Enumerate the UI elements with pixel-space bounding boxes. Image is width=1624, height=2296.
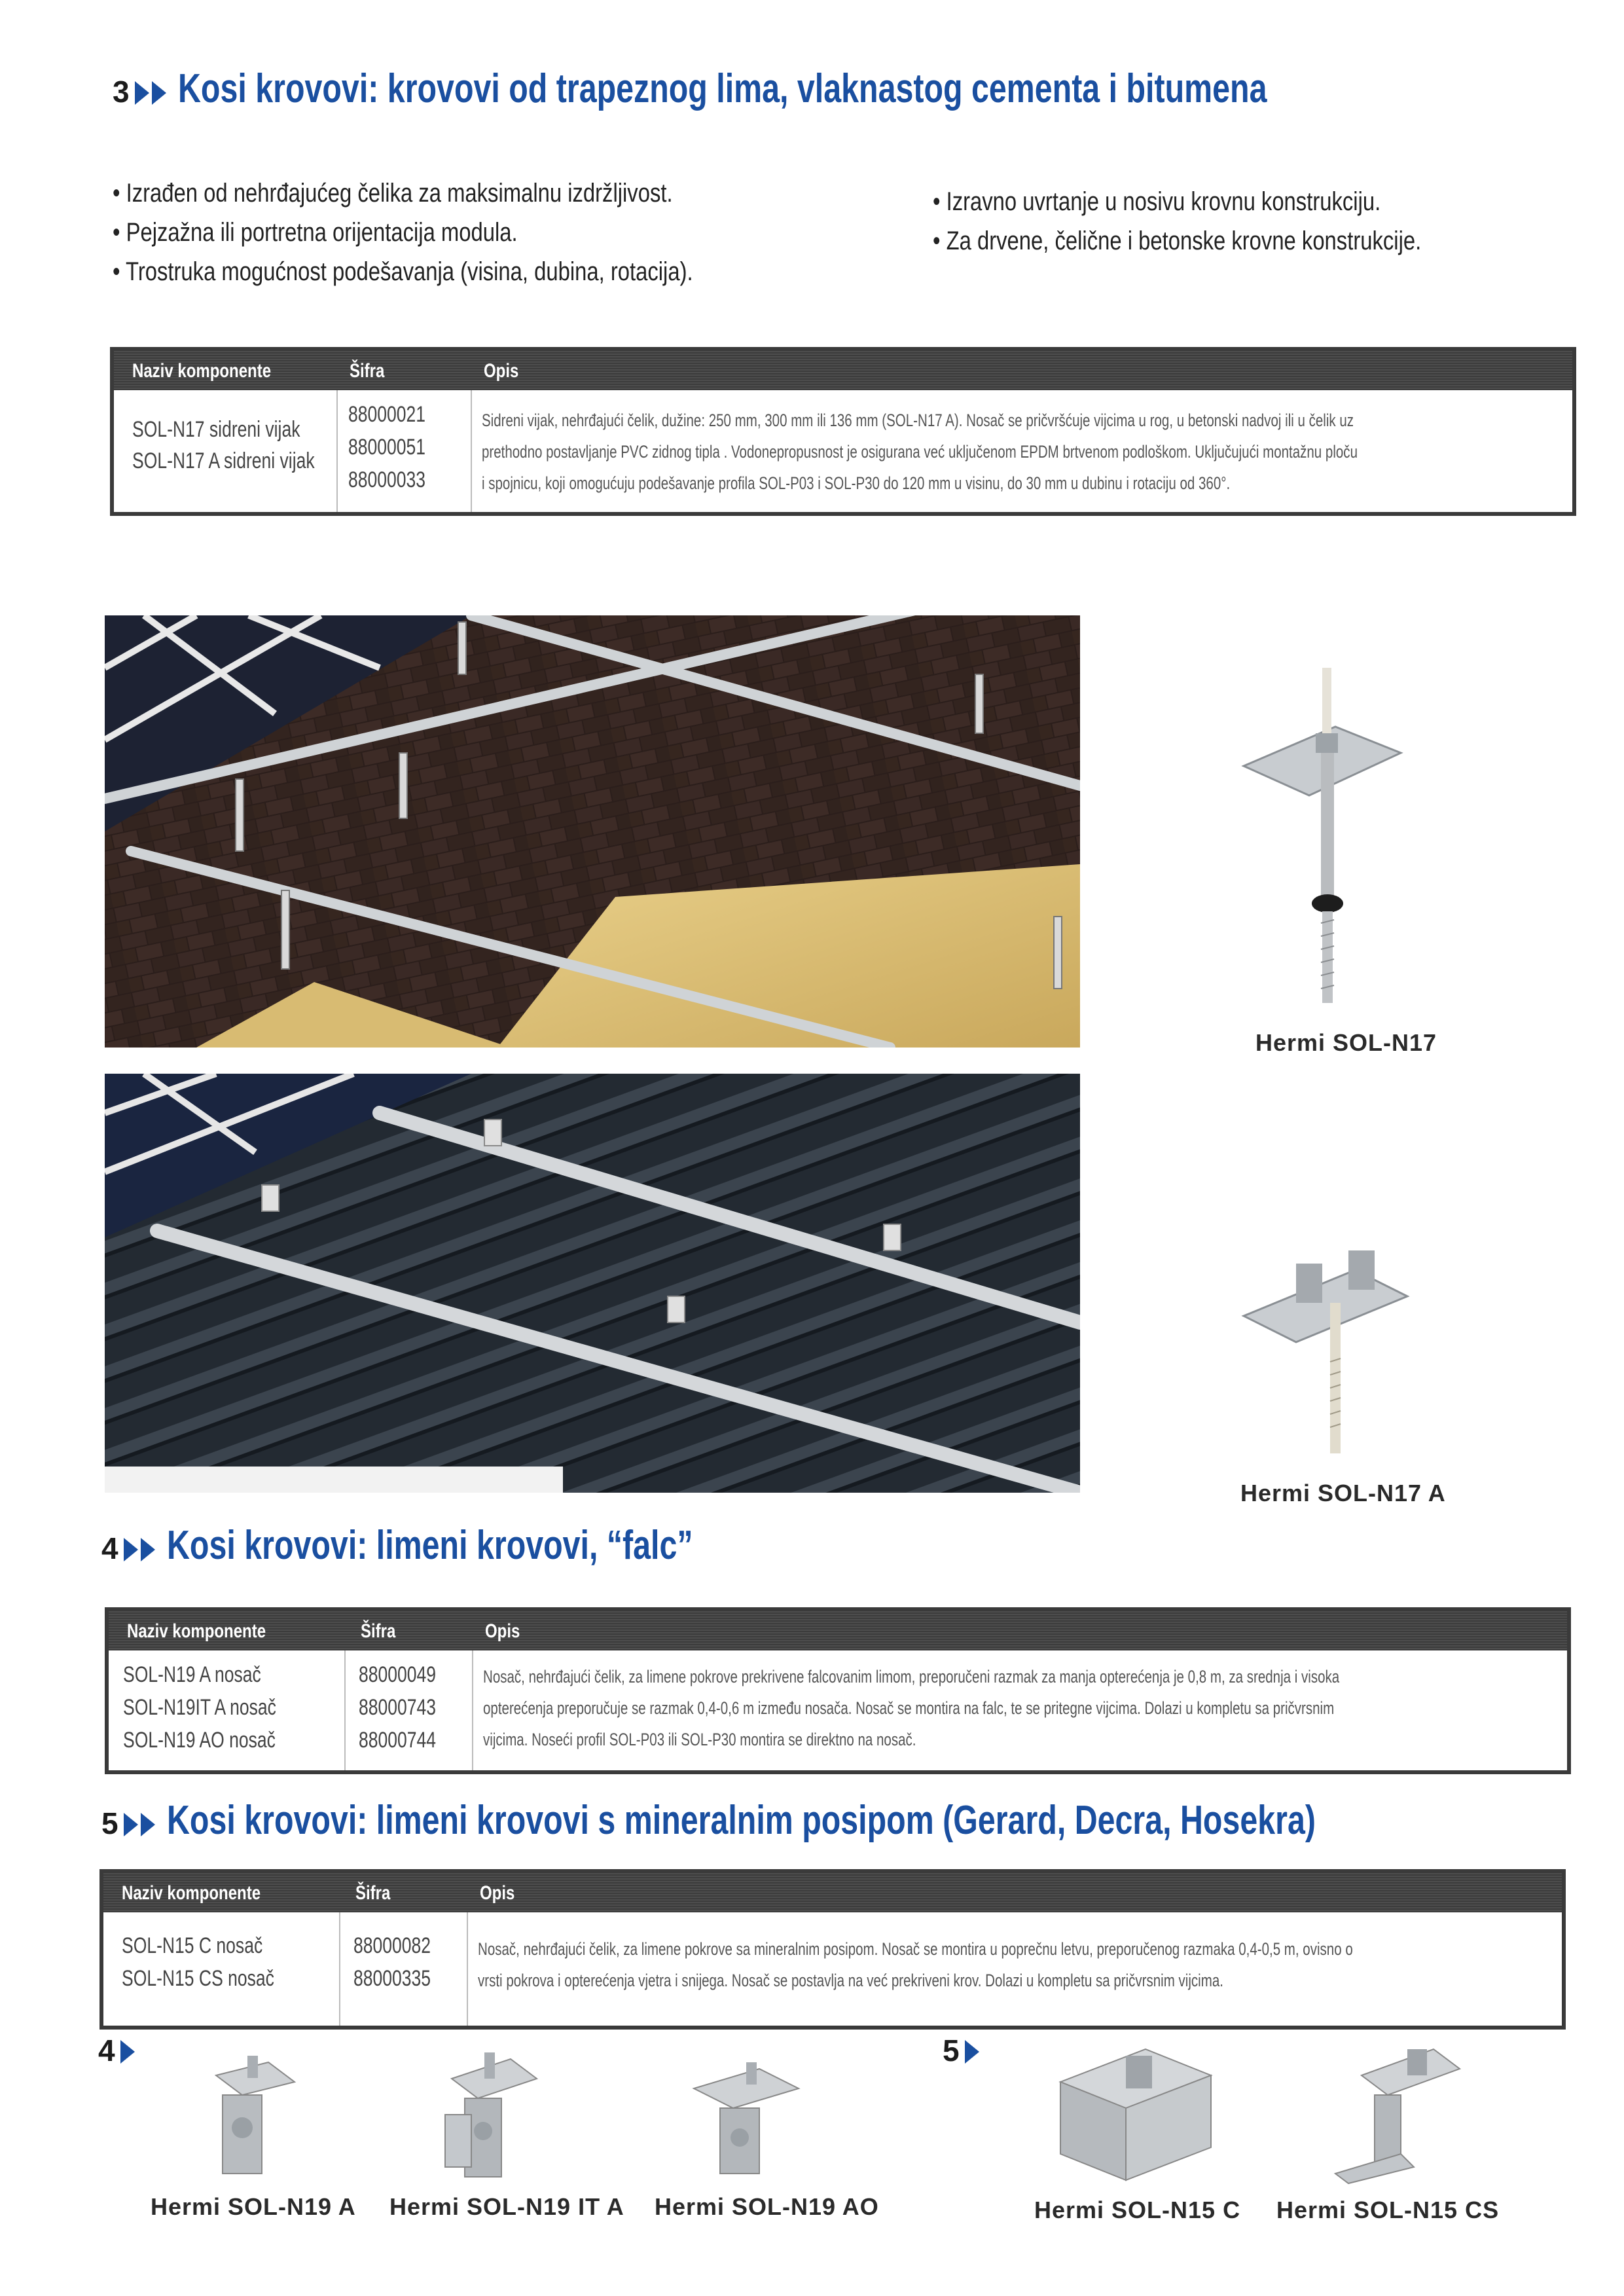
description-line: vrsti pokrova i opterećenja vjetra i snijega. Nosač se postavlja na već prekriveni krov. Dolazi u kompletu sa pričvrsnim vijcima. [478,1971,1223,1990]
bracket-icon [1322,2043,1466,2187]
description-column [483,1661,1610,1755]
names-column [123,1658,319,1757]
section3-number: 3 [113,75,130,109]
table-cell: 88000051 [348,435,425,460]
description-line: vijcima. Noseći profil SOL-P03 ili SOL-P30 montira se direktno na nosač. [483,1730,916,1749]
chevron-icon [120,2040,135,2064]
description-column [478,1933,1624,1996]
names-column [122,1929,317,1995]
roof-installation-photo-trapezoid [105,1074,1080,1493]
bracket-icon [432,2052,550,2187]
names-column [132,414,366,477]
table-header [103,1873,1562,1912]
bullet-item: • Trostruka mogućnost podešavanja (visina, dubina, rotacija). [113,252,693,291]
header-desc: Opis [485,1620,520,1642]
description-line: Sidreni vijak, nehrđajući čelik, dužine: 250 mm, 300 mm ili 136 mm (SOL-N17 A). Nosač se pričvršćuje vijcima u rog, u betonski nadvoj ili u čelik uz [482,410,1354,430]
table-cell: 88000049 [359,1662,436,1687]
sol-n17-product-image [1231,655,1420,1021]
table-cell: 88000021 [348,402,425,427]
section4-title: Kosi krovovi: limeni krovovi, “falc” [166,1523,693,1568]
chevron-icon [141,1538,155,1561]
sol-n17a-product-image [1231,1244,1420,1460]
caption-sol-n19a: Hermi SOL-N19 A [151,2193,356,2220]
products-group4-label [98,2033,147,2068]
description-line: i spojnicu, koji omogućuju podešavanje profila SOL-P03 i SOL-P30 do 120 mm u visinu, do 30 mm u dubinu i rotaciju od 360°. [482,473,1231,493]
section3-table [110,347,1576,516]
description-column [482,405,1624,499]
section3-heading [113,65,1574,112]
bracket-icon [681,2062,812,2187]
description-line: Nosač, nehrđajući čelik, za limene pokrove sa mineralnim posipom. Nosač se montira u poprečnu letvu, preporučenog razmaka 0,4-0,5 m, ovisno o [478,1939,1353,1959]
chevron-icon [124,1538,138,1561]
section4-table [105,1607,1571,1774]
chevron-icon [124,1813,138,1836]
section5-table [99,1869,1566,2030]
description-line: prethodno postavljanje PVC zidnog tipla . Vodonepropusnost je osigurana već uključenom EPDM brtvenom podloškom. Uključujući montažnu ploču [482,442,1358,462]
section4-heading [101,1522,841,1569]
table-header [114,351,1572,390]
codes-column [353,1929,452,1995]
table-cell: SOL-N19 AO nosač [123,1728,276,1753]
anchor-screw-short-icon [1231,1244,1420,1460]
table-cell: SOL-N15 CS nosač [122,1966,274,1991]
bracket-icon [1047,2043,1218,2187]
sol-n15c-product-image [1047,2043,1218,2187]
description-line: opterećenja preporučuje se razmak 0,4-0,6 m između nosača. Nosač se montira na falc, te se pritegne vijcima. Dolazi u kompletu sa pričvrsnim [483,1698,1335,1718]
caption-sol-n15c: Hermi SOL-N15 C [1034,2196,1241,2223]
roof-photo-illustration [105,1074,1080,1493]
chevron-icon [141,1813,155,1836]
bracket-icon [190,2056,308,2187]
bullet-item: • Pejzažna ili portretna orijentacija modula. [113,213,693,252]
section4-number: 4 [101,1531,118,1565]
table-cell: 88000082 [353,1933,431,1958]
header-name: Naziv komponente [132,360,272,382]
sol-n19a-product-image [190,2056,308,2187]
caption-sol-n15cs: Hermi SOL-N15 CS [1276,2196,1500,2223]
header-name: Naziv komponente [127,1620,266,1642]
chevron-icon [965,2040,979,2064]
chevron-icon [135,81,149,105]
section3-title: Kosi krovovi: krovovi od trapeznog lima, vlaknastog cementa i bitumena [177,66,1267,111]
bullet-item: • Izrađen od nehrđajućeg čelika za maksimalnu izdržljivost. [113,173,693,213]
header-code: Šifra [355,1882,391,1904]
caption-sol-n19ita: Hermi SOL-N19 IT A [389,2193,624,2220]
header-desc: Opis [484,360,519,382]
table-cell: 88000335 [353,1966,431,1991]
table-cell: 88000033 [348,467,425,492]
section5-title: Kosi krovovi: limeni krovovi s mineralnim posipom (Gerard, Decra, Hosekra) [166,1798,1316,1843]
table-cell: SOL-N17 sidreni vijak [132,417,300,442]
caption-sol-n17a: Hermi SOL-N17 A [1240,1480,1446,1506]
table-cell: SOL-N17 A sidreni vijak [132,448,315,473]
products-group5-label [943,2033,991,2068]
table-header [109,1611,1567,1650]
codes-column [348,398,447,496]
sol-n19ao-product-image [681,2062,812,2187]
table-cell: 88000743 [359,1695,436,1720]
sol-n15cs-product-image [1322,2043,1466,2187]
group4-number: 4 [98,2033,115,2068]
table-cell: SOL-N15 C nosač [122,1933,263,1958]
table-cell: 88000744 [359,1728,436,1753]
group5-number: 5 [943,2033,960,2068]
header-code: Šifra [350,360,385,382]
header-desc: Opis [480,1882,515,1904]
caption-sol-n17: Hermi SOL-N17 [1255,1029,1437,1056]
header-name: Naziv komponente [122,1882,261,1904]
bullet-item: • Za drvene, čelične i betonske krovne konstrukcije. [933,221,1421,261]
section5-heading [101,1797,1624,1844]
caption-sol-n19ao: Hermi SOL-N19 AO [655,2193,879,2220]
section3-bullets-right [933,182,1528,261]
section3-bullets-left [113,173,820,291]
codes-column [359,1658,458,1757]
chevron-icon [152,81,166,105]
table-cell: SOL-N19 A nosač [123,1662,261,1687]
description-line: Nosač, nehrđajući čelik, za limene pokrove prekrivene falcovanim limom, preporučeni razmak za manja opterećenja je 0,8 m, za srednja i visoka [483,1667,1340,1686]
roof-installation-photo-bitumen [105,615,1080,1048]
section5-number: 5 [101,1806,118,1840]
sol-n19ita-product-image [432,2052,550,2187]
table-cell: SOL-N19IT A nosač [123,1695,276,1720]
bullet-item: • Izravno uvrtanje u nosivu krovnu konstrukciju. [933,182,1421,221]
header-code: Šifra [361,1620,396,1642]
roof-photo-illustration [105,615,1080,1048]
anchor-screw-icon [1231,655,1420,1021]
